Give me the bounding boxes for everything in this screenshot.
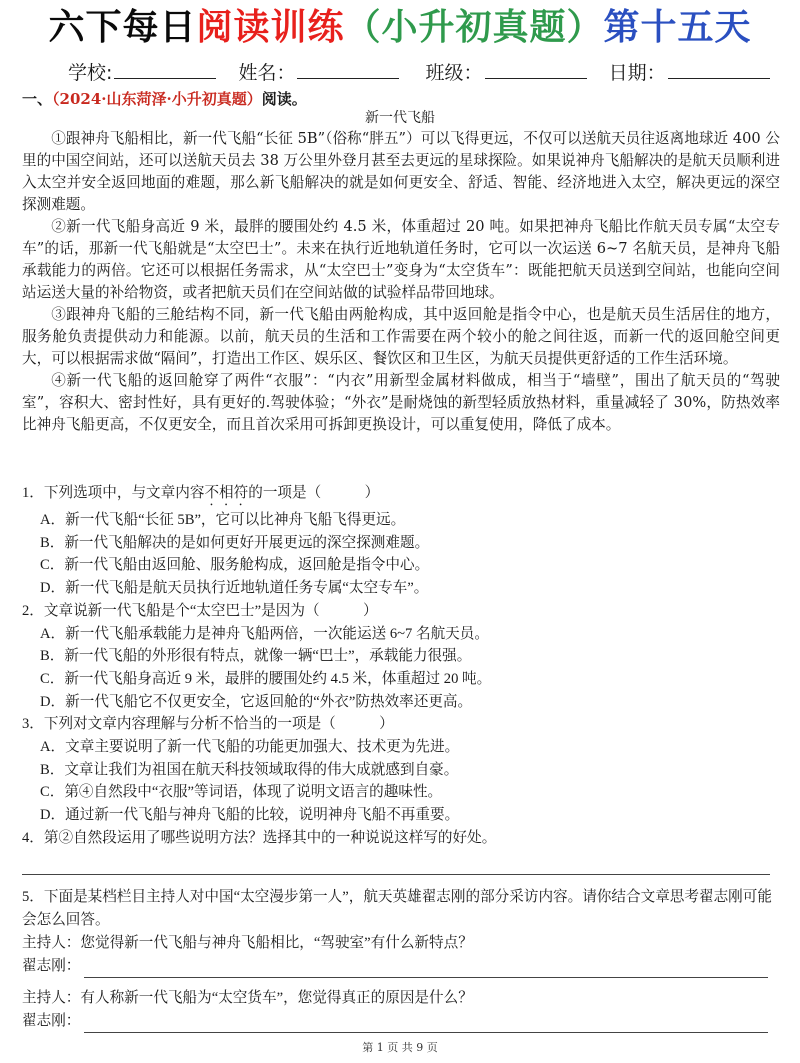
question-5-stem: 5．下面是某档栏目主持人对中国“太空漫步第一人”，航天英雄翟志刚的部分采访内容。请你结合文章思考翟志刚可能会怎么回答。 [22, 889, 772, 928]
question-3-answer-blank[interactable]: ） [379, 716, 394, 733]
question-3-stem [22, 713, 780, 736]
question-2-answer-blank[interactable]: ） [362, 602, 378, 619]
student-info-row [68, 60, 768, 86]
question-1-option-b[interactable]: B．新一代飞船解决的是如何更好开展更远的深空探测难题。 [40, 534, 430, 551]
title-part-reading: 阅读训练 [196, 7, 345, 48]
title-part-source: （小升初真题） [344, 7, 604, 48]
school-label: 学校: [68, 62, 113, 84]
question-1-option-d[interactable]: D．新一代飞船是航天员执行近地轨道任务专属“太空专车”。 [40, 580, 429, 597]
school-field [68, 60, 216, 86]
page-number: 第 1 页 共 9 页 [362, 1041, 438, 1054]
class-input[interactable] [485, 60, 587, 79]
question-3-option-b[interactable]: B．文章让我们为祖国在航天科技领域取得的伟大成就感到自豪。 [40, 761, 459, 778]
article-title: 新一代飞船 [365, 110, 435, 126]
host-label: 主持人： [22, 935, 81, 951]
section-task: 阅读。 [261, 90, 307, 108]
worksheet-title [0, 6, 800, 50]
question-2-option-b[interactable]: B．新一代飞船的外形很有特点，就像一辆“巴士”，承载能力很强。 [40, 648, 472, 665]
article-paragraph: ③跟神舟飞船的三舱结构不同，新一代飞船由两舱构成，其中返回舱是指令中心，也是航天员生活居住的地方，服务舱负责提供动力和能源。以前，航天员的生活和工作需要在两个较小的舱之间往返，而新一代的返回舱空间更大，可以根据需求做“隔间”，打造出工作区、娱乐区、餐饮区和卫生区，为航天员提供更舒适的工作生活环境。 [22, 306, 780, 367]
name-label: 姓名： [238, 62, 296, 84]
question-1-stem [22, 482, 780, 509]
school-input[interactable] [114, 60, 216, 79]
date-label: 日期： [608, 62, 666, 84]
question-2-option-a[interactable]: A．新一代飞船承载能力是神舟飞船两倍，一次能运送 6~7 名航天员。 [40, 625, 489, 642]
date-field [609, 60, 770, 86]
reply-2-answer-line[interactable] [84, 1014, 768, 1033]
name-input[interactable] [297, 60, 399, 79]
question-1-option-a[interactable]: A．新一代飞船“长征 5B”，它可以比神舟飞船飞得更远。 [40, 512, 406, 528]
date-input[interactable] [668, 60, 770, 79]
question-2-option-c[interactable]: C．新一代飞船身高近 9 米，最胖的腰围处约 4.5 米，体重超过 20 吨。 [40, 670, 492, 687]
question-1-option-c[interactable]: C．新一代飞船由返回舱、服务舱构成，返回舱是指令中心。 [40, 557, 430, 574]
question-1-emphasis: 不相符 [204, 485, 249, 501]
question-list [22, 482, 780, 850]
article-paragraph: ②新一代飞船身高近 9 米，最胖的腰围处约 4.5 米，体重超过 20 吨。如果把神舟飞船比作航天员专属“太空专车”的话，那新一代飞船就是“太空巴士”。未来在执行近地轨道任务时，它可以一次运送 6~7 名航天员，是神舟飞船承载能力的两倍。它还可以根据任务需求，从“太空巴士”变身为“太空货车”：既能把航天员送到空间站，也能向空间站运送大量的补给物资，或者把航天员们在空间站做的试验样品带回地球。 [22, 218, 780, 301]
article-paragraph: ①跟神舟飞船相比，新一代飞船“长征 5B”（俗称“胖五”）可以飞得更远，不仅可以送航天员往返离地球近 400 公里的中国空间站，还可以送航天员去 38 万公里外登月甚至去更远的星球探险。如果说神舟飞船解决的是航天员顺利进入太空并安全返回地面的难题，那么新飞船解决的就是如何更安全、舒适、智能、经济地进入太空，解决更远的深空探测难题。 [22, 130, 780, 213]
host-question-2: 有人称新一代飞船为“太空货车”，您觉得真正的原因是什么？ [80, 990, 473, 1006]
section-number: 一、 [22, 90, 53, 108]
question-3-option-a[interactable]: A．文章主要说明了新一代飞船的功能更加强大、技术更为先进。 [40, 739, 460, 756]
question-3-text: 3．下列对文章内容理解与分析不恰当的一项是（ [22, 716, 336, 733]
name-field [238, 60, 399, 86]
interview-host-2 [22, 987, 780, 1010]
question-1-text: 1．下列选项中，与文章内容 [22, 485, 205, 501]
section-source: （2024·山东菏泽·小升初真题） [52, 90, 262, 108]
host-question-1: 您觉得新一代飞船与神舟飞船相比，“驾驶室”有什么新特点？ [80, 935, 473, 951]
question-2-stem [22, 600, 780, 623]
question-5 [22, 886, 780, 1033]
question-2-option-d[interactable]: D．新一代飞船它不仅更安全，它返回舱的“外衣”防热效率还更高。 [40, 693, 473, 710]
question-1-text-end: 的一项是（ [248, 485, 322, 501]
article-body [22, 128, 780, 436]
article-paragraph: ④新一代飞船的返回舱穿了两件“衣服”：“内衣”用新型金属材料做成，相当于“墙壁”，围出了航天员的“驾驶室”，容积大、密封性好，具有更好的.驾驶体验；“外衣”是耐烧蚀的新型轻质放热材料，重量减轻了 30%，防热效率比神舟飞船更高，不仅更安全，而且首次采用可拆卸更换设计，可以重复使用，降低了成本。 [22, 372, 780, 433]
reply-1-answer-line[interactable] [84, 959, 768, 978]
question-3-option-d[interactable]: D．通过新一代飞船与神舟飞船的比较，说明神舟飞船不再重要。 [40, 807, 460, 824]
section-heading [22, 89, 307, 109]
interview-host-1 [22, 932, 780, 955]
interview-reply-2 [22, 1010, 780, 1033]
question-4-answer-line[interactable] [22, 874, 770, 875]
question-2-text: 2．文章说新一代飞船是个“太空巴士”是因为（ [22, 602, 320, 619]
title-part-day: 第十五天 [603, 7, 752, 48]
title-part-grade: 六下每日 [48, 7, 197, 48]
reply-label: 翟志刚： [22, 958, 81, 974]
class-label: 班级： [425, 62, 483, 84]
interview-reply-1 [22, 955, 780, 978]
host-label: 主持人： [22, 990, 81, 1006]
question-3-option-c[interactable]: C．第④自然段中“衣服”等词语，体现了说明文语言的趣味性。 [40, 784, 443, 801]
question-4-stem: 4．第②自然段运用了哪些说明方法？选择其中的一种说说这样写的好处。 [22, 829, 497, 846]
class-field [426, 60, 587, 86]
question-1-answer-blank[interactable]: ） [364, 485, 380, 501]
reply-label: 翟志刚： [22, 1013, 81, 1029]
